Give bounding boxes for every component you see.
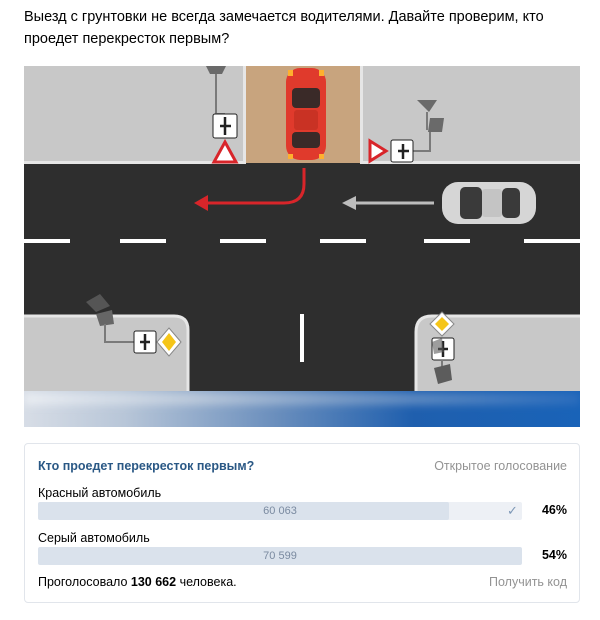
red-car: [286, 68, 326, 160]
poll-option-label: Красный автомобиль: [38, 486, 162, 500]
poll-option-bar-gray[interactable]: [38, 547, 522, 565]
check-icon: ✓: [507, 503, 518, 518]
poll-option-label: Серый автомобиль: [38, 531, 150, 545]
poll-option-count: 70 599: [263, 550, 297, 562]
poll-option-bar-red[interactable]: [38, 502, 522, 520]
poll-type: Открытое голосование: [434, 459, 567, 473]
sidewalk-top-left: [24, 66, 246, 163]
poll-option-percent: 54%: [541, 548, 567, 562]
blurred-banner: [24, 391, 580, 427]
poll-option-count: 60 063: [263, 505, 297, 517]
poll-option-percent: 46%: [541, 503, 567, 517]
gray-car: [442, 182, 536, 224]
get-code-link[interactable]: Получить код: [489, 575, 567, 589]
poll-total: [38, 575, 237, 589]
poll-total-prefix: Проголосовало: [38, 575, 128, 589]
poll-question: Кто проедет перекресток первым?: [38, 459, 255, 473]
poll-total-suffix: человека.: [179, 575, 237, 589]
poll-total-count: 130 662: [130, 575, 177, 589]
intersection-scene: [24, 66, 580, 391]
poll: [24, 443, 580, 603]
post-text: Выезд с грунтовки не всегда замечается водителями. Давайте проверим, кто проедет перекресток первым?: [24, 9, 544, 47]
